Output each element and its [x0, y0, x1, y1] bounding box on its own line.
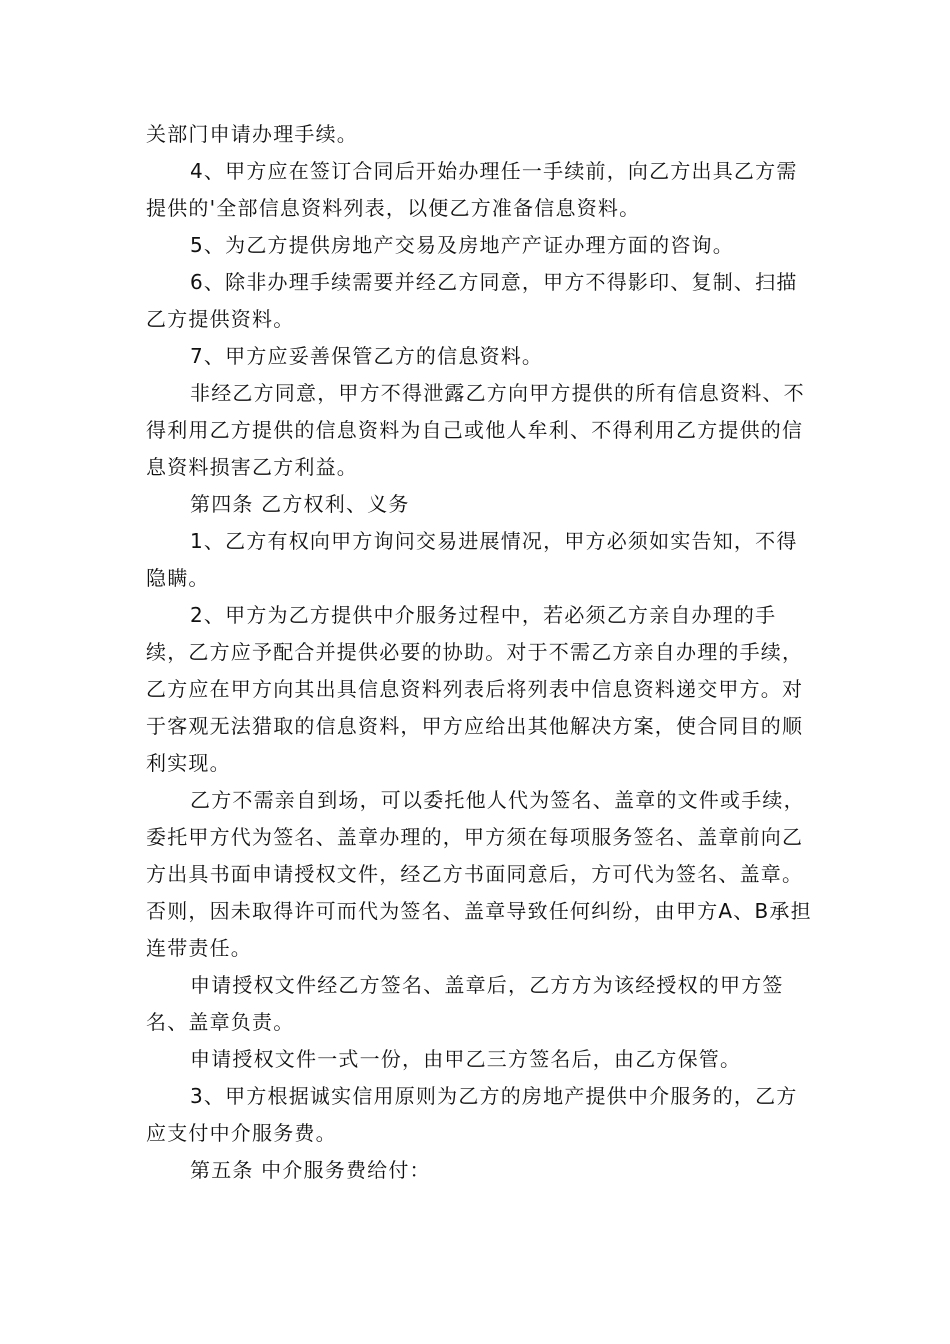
clause-item-4: 4、甲方应在签订合同后开始办理任一手续前，向乙方出具乙方需提供的'全部信息资料列表，以便乙方准备信息资料。: [146, 159, 798, 220]
article-four-heading: 第四条 乙方权利、义务: [190, 492, 410, 516]
proxy-signing-paragraph: 乙方不需亲自到场，可以委托他人代为签名、盖章的文件或手续，委托甲方代为签名、盖章办理的，甲方须在每项服务签名、盖章前向乙方出具书面申请授权文件，经乙方书面同意后，方可代为签名、盖章。否则，因未取得许可而代为签名、盖章导致任何纠纷，由甲方A、B承担连带责任。: [146, 788, 812, 960]
article-four-item-1: 1、乙方有权向甲方询问交易进展情况，甲方必须如实告知，不得隐瞒。: [146, 529, 798, 590]
article-four-item-2: 2、甲方为乙方提供中介服务过程中，若必须乙方亲自办理的手续，乙方应予配合并提供必要的协助。对于不需乙方亲自办理的手续，乙方应在甲方向其出具信息资料列表后将列表中信息资料递交甲方。对于客观无法猎取的信息资料，甲方应给出其他解决方案，使合同目的顺利实现。: [146, 603, 804, 775]
authorization-copies-paragraph: 申请授权文件一式一份，由甲乙三方签名后，由乙方保管。: [190, 1047, 742, 1071]
article-five-heading: 第五条 中介服务费给付：: [190, 1158, 431, 1182]
paragraph-continuation: 关部门申请办理手续。: [146, 122, 358, 146]
article-four-item-3: 3、甲方根据诚实信用原则为乙方的房地产提供中介服务的，乙方应支付中介服务费。: [146, 1084, 798, 1145]
confidentiality-paragraph: 非经乙方同意，甲方不得泄露乙方向甲方提供的所有信息资料、不得利用乙方提供的信息资料为自己或他人牟利、不得利用乙方提供的信息资料损害乙方利益。: [146, 381, 805, 479]
clause-item-7: 7、甲方应妥善保管乙方的信息资料。: [190, 344, 544, 368]
clause-item-6: 6、除非办理手续需要并经乙方同意，甲方不得影印、复制、扫描乙方提供资料。: [146, 270, 798, 331]
authorization-paragraph: 申请授权文件经乙方签名、盖章后，乙方方为该经授权的甲方签名、盖章负责。: [146, 973, 784, 1034]
document-body: [146, 116, 816, 1189]
clause-item-5: 5、为乙方提供房地产交易及房地产产证办理方面的咨询。: [190, 233, 734, 257]
